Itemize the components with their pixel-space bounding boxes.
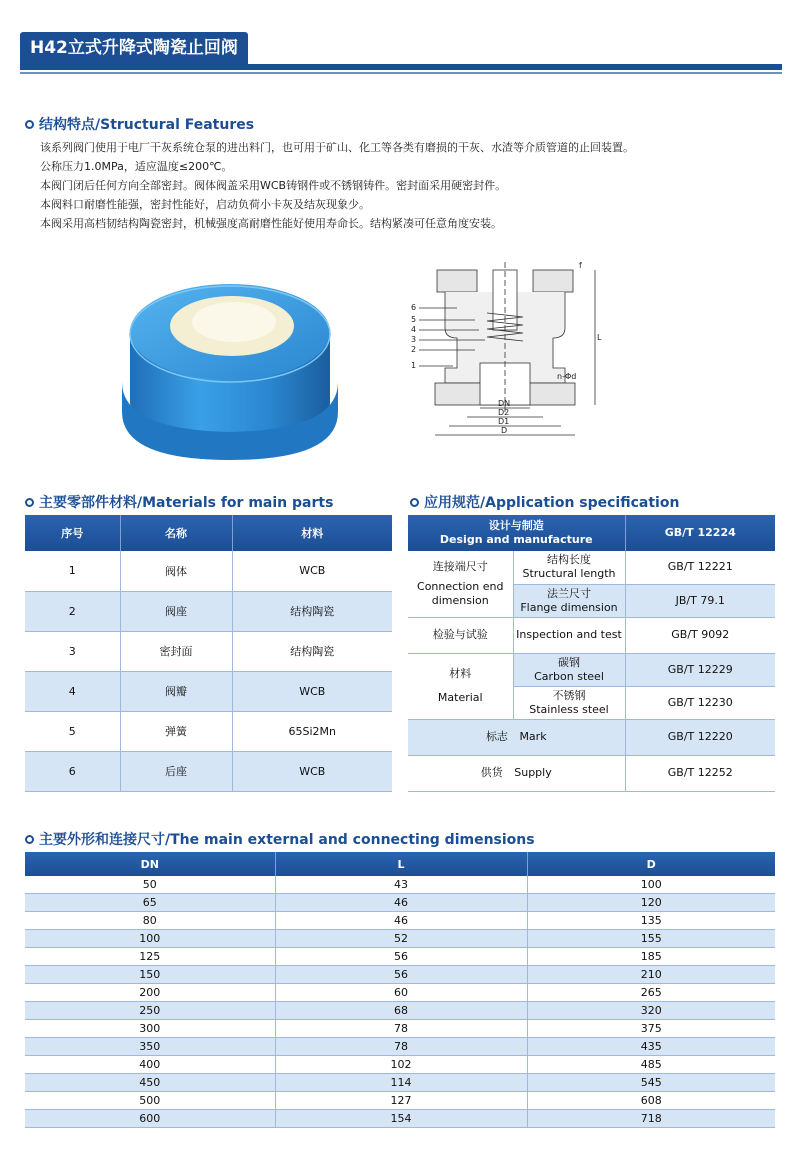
spec-mark-cn: 标志 [485,730,508,743]
dims-col-l: L [275,852,527,876]
spec-flange-cell [513,584,625,617]
table-row [25,1074,775,1092]
table-row [25,876,775,894]
parts-cell: 阀瓣 [120,671,232,711]
drawing-label-6: 6 [411,303,417,312]
dims-cell: 125 [25,948,275,966]
dims-cell: 600 [25,1110,275,1128]
spec-heading-text: 应用规范/Application specification [424,495,680,511]
table-row [25,984,775,1002]
drawing-dim-label-d1: D1 [498,417,510,426]
page-title: H42立式升降式陶瓷止回阀 [20,32,248,64]
dims-cell: 375 [527,1020,775,1038]
parts-cell: 6 [25,751,120,791]
spec-carbon-cn: 碳钢 [558,655,580,669]
dims-cell: 60 [275,984,527,1002]
drawing-label-4: 4 [411,325,417,334]
bullet-icon [25,120,34,129]
parts-col-name: 名称 [120,515,232,551]
dims-cell: 210 [527,966,775,984]
table-row [25,894,775,912]
spec-mark-std: GB/T 12220 [625,719,775,755]
parts-cell: 结构陶瓷 [232,631,392,671]
spec-header-row [408,515,775,551]
dims-cell: 500 [25,1092,275,1110]
dims-cell: 300 [25,1020,275,1038]
parts-cell: 密封面 [120,631,232,671]
dims-col-dn: DN [25,852,275,876]
spec-mat-cn: 材料 [449,667,472,680]
spec-conn-en: Connection end dimension [417,579,504,607]
spec-stain-cell [513,686,625,719]
dims-cell: 718 [527,1110,775,1128]
parts-cell: WCB [232,671,392,711]
spec-insp-cn: 检验与试验 [408,617,513,653]
parts-cell: 阀体 [120,551,232,591]
table-row [25,711,392,751]
spec-flange-std: JB/T 79.1 [625,584,775,617]
table-row [25,751,392,791]
dims-cell: 200 [25,984,275,1002]
dims-cell: 545 [527,1074,775,1092]
spec-conn-cn: 连接端尺寸 [432,559,488,573]
parts-cell: 65Si2Mn [232,711,392,751]
drawing-label-3: 3 [411,335,417,344]
parts-cell: WCB [232,551,392,591]
spec-design-cn: 设计与制造 [488,519,544,532]
dims-cell: 78 [275,1038,527,1056]
dims-cell: 400 [25,1056,275,1074]
spec-insp-std: GB/T 9092 [625,617,775,653]
dims-cell: 114 [275,1074,527,1092]
table-row [25,1110,775,1128]
feature-line: 本阀料口耐磨性能强，密封性能好，启动负荷小卡灰及结灰现象少。 [40,198,370,211]
parts-cell: 1 [25,551,120,591]
drawing-dim-label-d2: D2 [498,408,510,417]
parts-cell: 结构陶瓷 [232,591,392,631]
spec-design-std: GB/T 12224 [625,515,775,551]
spec-mat-cell [408,653,513,719]
spec-mark-en: Mark [519,730,547,743]
table-row [25,1038,775,1056]
table-row [25,1092,775,1110]
valve-drawing [405,258,605,453]
spec-supply-cn: 供货 [480,766,503,779]
table-row [25,631,392,671]
dims-header-row [25,852,775,876]
dims-col-d: D [527,852,775,876]
features-heading [25,114,254,134]
drawing-dim-label-nd: n-Φd [557,372,577,381]
parts-cell: 弹簧 [120,711,232,751]
parts-table [25,515,392,792]
drawing-dim-label-dn: DN [498,399,511,408]
table-row [25,1002,775,1020]
dims-cell: 78 [275,1020,527,1038]
valve-photo [110,262,350,462]
dims-table [25,852,775,1128]
table-row [408,653,775,686]
spec-struct-cn: 结构长度 [547,553,591,567]
dims-cell: 250 [25,1002,275,1020]
dims-cell: 154 [275,1110,527,1128]
parts-col-no: 序号 [25,515,120,551]
bullet-icon [410,498,419,507]
dims-cell: 100 [25,930,275,948]
drawing-label-2: 2 [411,345,417,354]
parts-cell: WCB [232,751,392,791]
table-row [25,1056,775,1074]
table-row [408,551,775,584]
spec-mat-en: Material [437,691,483,704]
dims-cell: 50 [25,876,275,894]
dims-cell: 65 [25,894,275,912]
bullet-icon [25,835,34,844]
table-row [25,912,775,930]
dims-heading [25,829,535,849]
table-row [408,755,775,791]
dims-cell: 56 [275,948,527,966]
parts-cell: 3 [25,631,120,671]
spec-conn-cell [408,551,513,617]
parts-cell: 阀座 [120,591,232,631]
dims-cell: 435 [527,1038,775,1056]
dims-cell: 52 [275,930,527,948]
dims-cell: 150 [25,966,275,984]
dims-cell: 68 [275,1002,527,1020]
title-rule-thin [20,72,782,74]
dims-cell: 135 [527,912,775,930]
dims-cell: 485 [527,1056,775,1074]
spec-carbon-en: Carbon steel [534,669,604,683]
drawing-dim-label-d: D [501,426,508,435]
drawing-top-flange-right [533,270,573,292]
spec-supply-cell [408,755,625,791]
dims-cell: 185 [527,948,775,966]
dims-cell: 350 [25,1038,275,1056]
parts-heading [25,492,333,512]
feature-line: 本阀门闭后任何方向全部密封。阀体阀盖采用WCB铸钢件或不锈钢铸件。密封面采用硬密封件。 [40,179,507,192]
table-row [25,551,392,591]
dims-cell: 80 [25,912,275,930]
dims-cell: 46 [275,894,527,912]
table-row [408,719,775,755]
drawing-label-5: 5 [411,315,417,324]
spec-supply-en: Supply [514,766,552,779]
dims-cell: 608 [527,1092,775,1110]
table-row [25,948,775,966]
dims-cell: 155 [527,930,775,948]
table-row [25,1020,775,1038]
parts-cell: 2 [25,591,120,631]
parts-cell: 后座 [120,751,232,791]
spec-stain-std: GB/T 12230 [625,686,775,719]
dims-cell: 320 [527,1002,775,1020]
table-row [25,591,392,631]
table-row [25,966,775,984]
feature-line: 该系列阀门使用于电厂干灰系统仓泵的进出料门，也可用于矿山、化工等各类有磨损的干灰、水渣等介质管道的止回装置。 [40,141,634,154]
drawing-dim-label-f: f [579,261,582,270]
features-heading-text: 结构特点/Structural Features [39,117,255,133]
spec-design-cell [408,515,625,551]
spec-flange-en: Flange dimension [520,600,618,614]
spec-carbon-std: GB/T 12229 [625,653,775,686]
spec-flange-cn: 法兰尺寸 [547,586,591,600]
spec-insp-en: Inspection and test [513,617,625,653]
parts-heading-text: 主要零部件材料/Materials for main parts [39,495,334,511]
parts-cell: 5 [25,711,120,751]
dims-cell: 265 [527,984,775,1002]
dims-cell: 450 [25,1074,275,1092]
ceramic-inner [192,302,276,342]
spec-supply-std: GB/T 12252 [625,755,775,791]
dims-heading-text: 主要外形和连接尺寸/The main external and connecting dimensions [39,832,535,848]
dims-cell: 127 [275,1092,527,1110]
spec-stain-en: Stainless steel [529,702,609,716]
spec-mark-cell [408,719,625,755]
table-row [408,617,775,653]
drawing-label-1: 1 [411,361,417,370]
feature-line: 公称压力1.0MPa，适应温度≤200℃。 [40,160,233,173]
title-bar [20,32,782,78]
title-rule [20,64,782,70]
spec-struct-en: Structural length [522,567,616,581]
parts-col-material: 材料 [232,515,392,551]
bullet-icon [25,498,34,507]
drawing-dim-label-l: L [597,333,602,342]
feature-line: 本阀采用高档韧结构陶瓷密封，机械强度高耐磨性能好使用寿命长。结构紧凑可任意角度安装。 [40,217,502,230]
parts-header-row [25,515,392,551]
features-text [40,138,780,233]
spec-struct-cell [513,551,625,584]
drawing-top-flange-left [437,270,477,292]
spec-struct-std: GB/T 12221 [625,551,775,584]
dims-cell: 120 [527,894,775,912]
parts-cell: 4 [25,671,120,711]
spec-design-en: Design and manufacture [439,533,593,546]
spec-stain-cn: 不锈钢 [552,688,586,702]
table-row [25,671,392,711]
table-row [25,930,775,948]
dims-cell: 46 [275,912,527,930]
dims-cell: 100 [527,876,775,894]
spec-heading [410,492,679,512]
dims-cell: 43 [275,876,527,894]
dims-cell: 56 [275,966,527,984]
dims-cell: 102 [275,1056,527,1074]
spec-carbon-cell [513,653,625,686]
spec-table [408,515,775,792]
